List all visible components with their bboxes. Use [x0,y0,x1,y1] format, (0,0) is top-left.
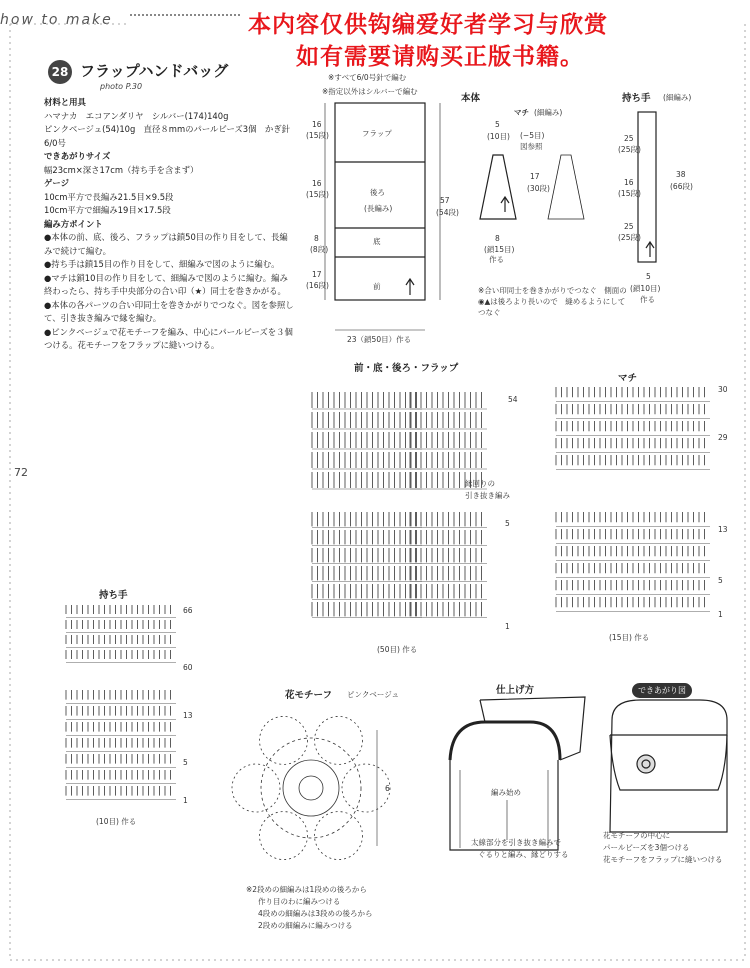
row-label: (15段) [306,190,329,199]
machi-ref: 図参照 [520,142,543,151]
body-stitch-chart [66,387,710,800]
row-mark: 5 [505,519,510,528]
row-mark: 5 [183,758,188,767]
machi-bottom-sub: (鎖15目) [484,245,515,254]
part-front: 前 [373,282,381,291]
body-label: 本体 [461,93,481,104]
completed-note: 花モチーフの中心に [603,831,671,840]
row-mark: 66 [183,606,193,615]
row-label: 8 [314,234,319,243]
handle-total-rows: (66段) [670,182,693,191]
machi-top: 5 [495,120,500,129]
section-header: how to make [0,12,113,28]
handle-row: (25段) [618,233,641,242]
motif-note: 4段めの細編みは3段めの後ろから [258,909,373,918]
row-mark: 1 [505,622,510,631]
machi-note: ※合い印同士を巻きかがりでつなぐ 側面の◉▲は後ろより長いので 縫めるようにしてつなぐ [478,286,627,317]
motif-note: ※2段めの細編みは1段めの後ろから [246,885,367,894]
note-hook: ※すべて6/0号針で編む [328,73,407,82]
completed-bag-drawing [610,700,727,832]
machi-height: 17 [530,172,540,181]
finishing-start: 編み始め [491,788,521,797]
machi-top-sub: (10目) [487,132,510,141]
pattern-title: フラップハンドバッグ [80,62,229,80]
handle-bottom: 5 [646,272,651,281]
page-number: 72 [14,466,28,479]
row-mark: 54 [508,395,518,404]
handle-label: 持ち手 [622,93,651,104]
front-bottom: (50目) 作る [377,645,418,654]
photo-reference: photo P.30 [100,82,143,91]
row-mark: 29 [718,433,728,442]
point-item: ●マチは鎖10目の作り目をして、細編みで図のように編む。編み終わったら、持ち手中央部分の合い印（★）同士を巻きかがる。 [44,272,288,296]
handle-row: (15段) [618,189,641,198]
row-label: (15段) [306,131,329,140]
finishing-note: 太線部分を引き抜き編みで [471,838,561,847]
finishing-title: 仕上げ方 [496,685,535,696]
machi-stitch: (細編み) [534,108,563,117]
machi-decrease: (−5目) [520,131,545,140]
gauge-line: 10cm平方で細編み19目×17.5段 [44,205,171,215]
part-bottom: 底 [373,237,381,246]
row-mark: 13 [183,711,193,720]
handle-total: 38 [676,170,686,179]
completed-note: 花モチーフをフラップに縫いつける [603,855,723,864]
row-mark: 60 [183,663,193,672]
body-width: 23（鎖50目）作る [347,335,412,344]
finishing-diagram [450,697,585,850]
machi-chart-title: マチ [618,373,638,384]
machi-bottom-chart: (15目) 作る [609,633,650,642]
materials-line: ハマナカ エコアンダリヤ シルバー(174)140g [44,110,229,121]
watermark-line2: 如有需要请购买正版书籍。 [296,44,584,70]
row-label: (8段) [310,245,329,254]
machi-label: マチ [514,108,529,117]
machi-make: 作る [489,255,504,264]
row-label: 16 [312,179,322,188]
materials-heading: 材料と用具 [44,97,86,107]
motif-color: ピンクベージュ [347,690,400,699]
handle-row: 25 [624,222,634,231]
handle-stitch: (細編み) [663,93,692,102]
handle-chart-title: 持ち手 [99,590,128,601]
handle-row: (25段) [618,145,641,154]
watermark-line1: 本内容仅供钩编爱好者学习与欣赏 [248,12,608,38]
row-mark: 13 [718,525,728,534]
motif-title: 花モチーフ [285,690,333,701]
completed-badge: できあがり図 [632,683,692,698]
point-item: ●ピンクベージュで花モチーフを編み、中心にパールビーズを３個つける。花モチーフをフラップに縫いつける。 [44,326,293,350]
completed-note: パールビーズを3個つける [603,843,690,852]
part-back: 後ろ [370,188,385,197]
point-item: ●本体の各パーツの合い印同士を巻きかがりでつなぐ。図を参照して、引き抜き編みで縁を編む。 [44,299,294,323]
size-text: 幅23cm×深さ17cm（持ち手を含まず） [44,164,199,175]
gauge-heading: ゲージ [44,178,69,188]
machi-bottom: 8 [495,234,500,243]
row-mark: 1 [183,796,188,805]
motif-note: 作り目のわに編みつける [258,897,341,906]
row-mark: 30 [718,385,728,394]
size-heading: できあがりサイズ [44,151,111,161]
row-mark: 5 [718,576,723,585]
gauge-line: 10cm平方で長編み21.5目×9.5段 [44,191,174,202]
edge-note: 縁回りの [465,479,495,488]
point-item: ●持ち手は鎖15目の作り目をして、細編みで図のように編む。 [44,259,280,269]
edge-note: 引き抜き編み [465,491,510,500]
handle-bottom-chart: (10目) 作る [96,817,137,826]
front-chart-title: 前・底・後ろ・フラップ [354,363,459,374]
machi-height-rows: (30段) [527,184,550,193]
note-color: ※指定以外はシルバーで編む [322,87,418,96]
handle-row: 16 [624,178,634,187]
motif-size: 6 [385,784,390,793]
part-back-stitch: (長編み) [364,204,393,213]
point-item: ●本体の前、底、後ろ、フラップは鎖50目の作り目をして、長編みで続けて編む。 [44,232,288,256]
motif-note: 2段めの細編みに編みつける [258,921,353,930]
row-label: 17 [312,270,322,279]
height-rows: (54段) [436,208,459,217]
materials-line: ピンクベージュ(54)10g 直径８mmのパールビーズ3個 かぎ針6/0号 [44,124,291,148]
handle-make: 作る [640,295,655,304]
flower-motif-chart [232,716,390,859]
pattern-number-badge: 28 [48,60,72,84]
handle-bottom-sub: (鎖10目) [630,284,661,293]
finishing-note: ぐるりと編み、縁どりする [478,850,569,859]
row-label: (16段) [306,281,329,290]
row-mark: 1 [718,610,723,619]
row-label: 16 [312,120,322,129]
points-heading: 編み方ポイント [44,218,103,229]
height-total: 57 [440,196,450,205]
handle-row: 25 [624,134,634,143]
part-flap: フラップ [362,129,392,138]
